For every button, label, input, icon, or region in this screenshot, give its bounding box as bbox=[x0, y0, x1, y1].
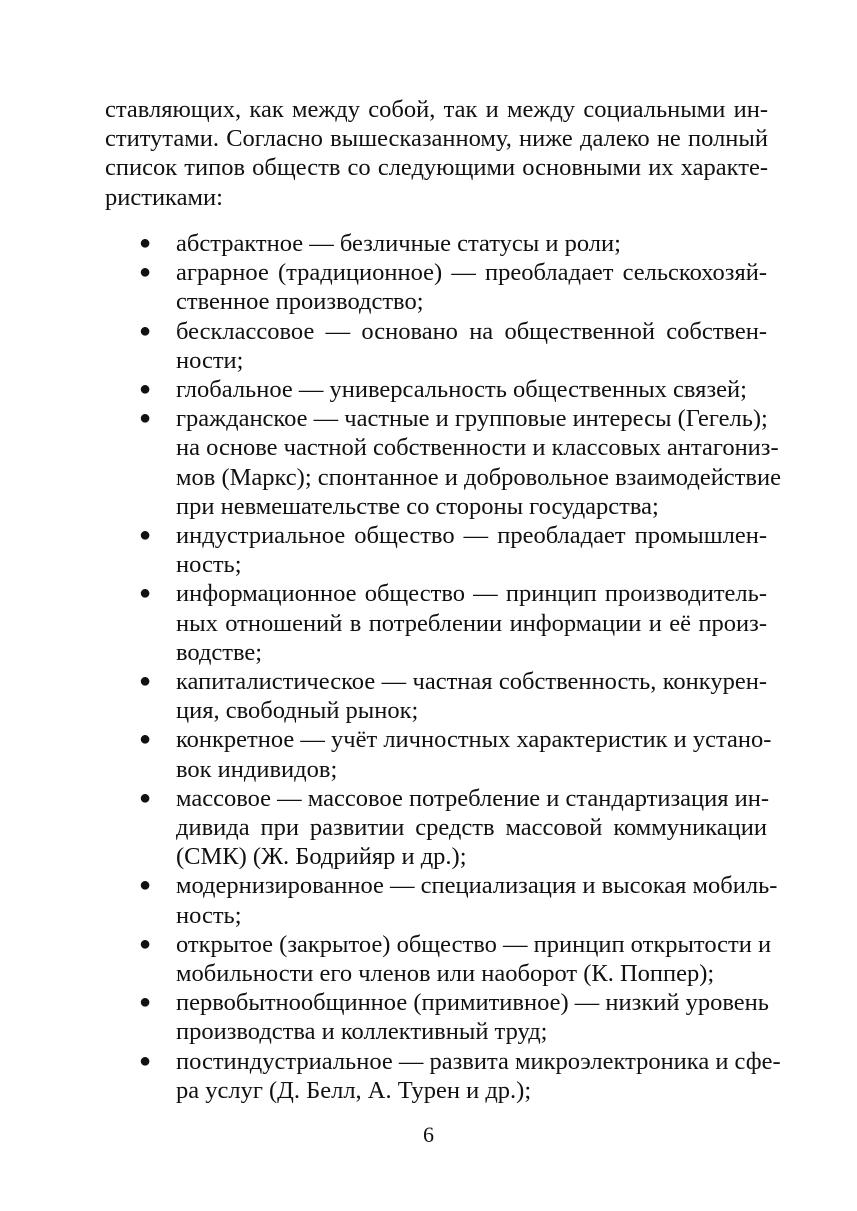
list-item bbox=[0, 784, 770, 872]
bullet-icon: ● bbox=[139, 786, 152, 809]
page-number: 6 bbox=[423, 1122, 434, 1147]
bullet-icon: ● bbox=[139, 874, 152, 897]
list-item-line: ность; bbox=[176, 901, 242, 929]
list-item-line: открытое (закрытое) общество — принцип открытости и bbox=[176, 930, 772, 958]
bullet-icon: ● bbox=[139, 378, 152, 401]
list-item-line: ственное производство; bbox=[176, 288, 424, 316]
list-item-line: модернизированное — специализация и высокая мобиль- bbox=[176, 872, 778, 900]
list-item-line: водстве; bbox=[176, 638, 263, 666]
list-item bbox=[0, 317, 767, 375]
intro-line: список типов обществ со следующими основными их характе- bbox=[105, 154, 768, 182]
list-item-line: производства и коллективный труд; bbox=[176, 1018, 548, 1046]
bullet-icon: ● bbox=[139, 1049, 152, 1072]
bullet-icon: ● bbox=[139, 728, 152, 751]
list-item-line: гражданское — частные и групповые интересы (Гегель); bbox=[176, 405, 768, 433]
list-item-line: массовое — массовое потребление и стандартизация ин- bbox=[176, 784, 770, 812]
list-item-line: ных отношений в потреблении информации и её произ- bbox=[176, 609, 767, 637]
list-item-line: (СМК) (Ж. Бодрийяр и др.); bbox=[176, 843, 467, 871]
list-item-line: капиталистическое — частная собственность, конкурен- bbox=[176, 668, 767, 696]
list-item-line: информационное общество — принцип производитель- bbox=[176, 580, 767, 608]
list-item bbox=[0, 1047, 781, 1105]
intro-paragraph bbox=[105, 95, 768, 212]
intro-line: ристиками: bbox=[105, 183, 223, 211]
bullet-icon: ● bbox=[139, 582, 152, 605]
intro-line: ставляющих, как между собой, так и между социальными ин- bbox=[105, 96, 768, 123]
list-item bbox=[0, 375, 767, 404]
list-item-line: ция, свободный рынок; bbox=[176, 697, 419, 725]
list-item bbox=[0, 871, 778, 929]
list-item-line: на основе частной собственности и классовых антагониз- bbox=[176, 434, 779, 462]
list-item bbox=[0, 521, 767, 579]
list-item bbox=[0, 667, 767, 725]
intro-line: ститутами. Согласно вышесказанному, ниже далеко не полный bbox=[105, 125, 768, 153]
list-item bbox=[0, 930, 772, 988]
bullet-icon: ● bbox=[139, 319, 152, 342]
list-item-line: абстрактное — безличные статусы и роли; bbox=[176, 230, 621, 257]
list-item bbox=[0, 404, 781, 521]
list-item-line: ности; bbox=[176, 346, 244, 374]
bullet-icon: ● bbox=[139, 261, 152, 284]
list-item-line: ра услуг (Д. Белл, А. Турен и др.); bbox=[176, 1076, 532, 1104]
list-item bbox=[0, 258, 767, 316]
bullet-icon: ● bbox=[139, 670, 152, 693]
society-types-list bbox=[0, 229, 857, 1105]
list-item bbox=[0, 579, 767, 667]
list-item bbox=[0, 988, 767, 1046]
list-item-line: при невмешательстве со стороны государства; bbox=[176, 492, 659, 520]
bullet-icon: ● bbox=[139, 407, 152, 430]
bullet-icon: ● bbox=[139, 932, 152, 955]
bullet-icon: ● bbox=[139, 524, 152, 547]
list-item-line: мов (Маркс); спонтанное и добровольное взаимодействие bbox=[176, 463, 781, 491]
list-item bbox=[0, 725, 772, 783]
list-item-line: мобильности его членов или наоборот (К. Поппер); bbox=[176, 960, 715, 988]
list-item-line: аграрное (традиционное) — преобладает сельскохозяй- bbox=[176, 259, 767, 287]
list-item-line: бесклассовое — основано на общественной собствен- bbox=[176, 317, 767, 345]
list-item-line: дивида при развитии средств массовой коммуникации bbox=[176, 814, 767, 842]
list-item-line: вок индивидов; bbox=[176, 755, 338, 783]
list-item-line: ность; bbox=[176, 551, 242, 579]
bullet-icon: ● bbox=[139, 232, 152, 254]
list-item-line: постиндустриальное — развита микроэлектроника и сфе- bbox=[176, 1047, 781, 1075]
list-item-line: глобальное — универсальность общественных связей; bbox=[176, 376, 747, 404]
list-item-line: конкретное — учёт личностных характеристик и устано- bbox=[176, 726, 772, 754]
list-item-line: индустриальное общество — преобладает промышлен- bbox=[176, 522, 767, 550]
list-item-line: первобытнообщинное (примитивное) — низкий уровень bbox=[176, 989, 769, 1017]
list-item bbox=[0, 229, 767, 258]
bullet-icon: ● bbox=[139, 991, 152, 1014]
